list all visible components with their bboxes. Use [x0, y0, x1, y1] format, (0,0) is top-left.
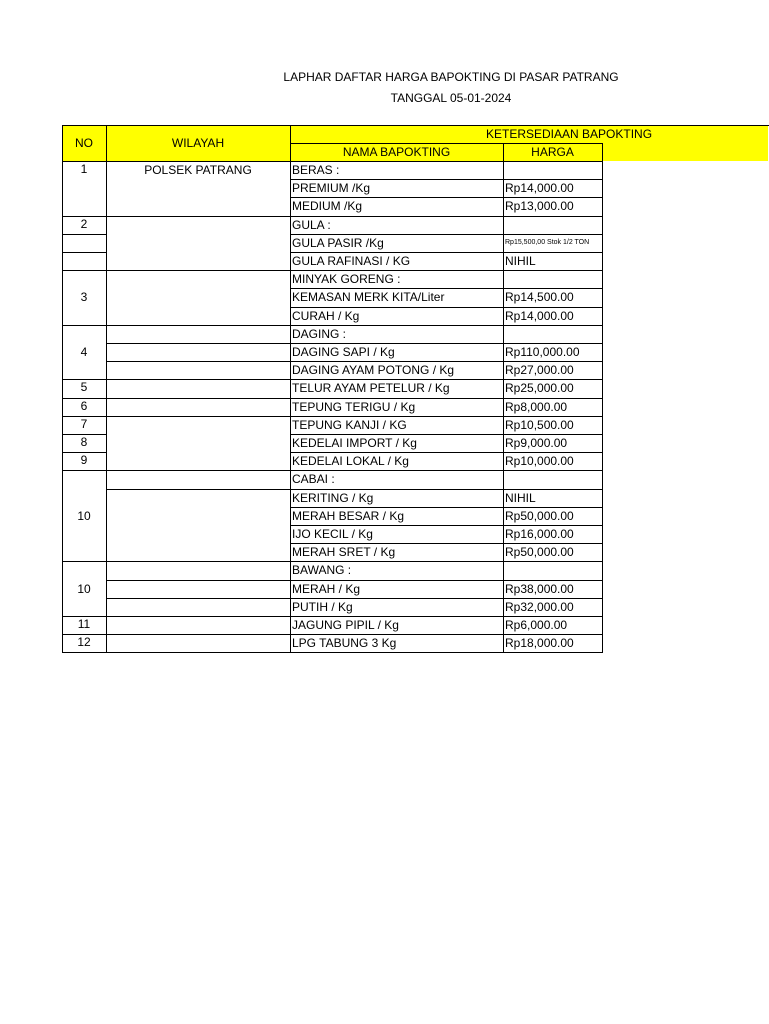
- price-cell: Rp110,000.00: [505, 345, 580, 359]
- grid-line-row: [290, 470, 603, 471]
- price-cell: [503, 161, 602, 179]
- grid-line-row: [290, 434, 603, 435]
- row-number: 12: [77, 635, 91, 650]
- grid-line-row: [290, 652, 603, 653]
- grid-line-right: [602, 143, 603, 653]
- price-cell: Rp25,000.00: [505, 381, 574, 396]
- grid-line-no: [62, 325, 107, 326]
- price-cell: Rp14,500.00: [505, 290, 574, 305]
- grid-line-top: [62, 125, 769, 126]
- item-cell: KEDELAI LOKAL / Kg: [292, 454, 409, 469]
- item-cell: CABAI :: [292, 472, 335, 487]
- row-number: 10: [77, 508, 91, 523]
- grid-line-no: [62, 452, 107, 453]
- grid-line-wilayah: [106, 216, 291, 217]
- grid-line-no: [62, 434, 107, 435]
- grid-line-row: [290, 616, 603, 617]
- grid-line-row: [290, 398, 603, 399]
- header-wilayah: WILAYAH: [171, 136, 225, 150]
- price-cell: NIHIL: [505, 254, 536, 268]
- grid-line-item-price: [503, 143, 504, 653]
- grid-line-wilayah: [106, 361, 291, 362]
- row-number: 7: [80, 416, 88, 431]
- price-cell: Rp32,000.00: [505, 599, 574, 614]
- grid-line-row: [290, 216, 603, 217]
- grid-line-no-wil: [106, 125, 107, 653]
- item-cell: JAGUNG PIPIL / Kg: [292, 618, 399, 632]
- item-cell: GULA RAFINASI / KG: [292, 254, 411, 268]
- grid-line-wilayah: [106, 489, 291, 490]
- grid-line-row: [290, 270, 603, 271]
- header-nama-bapokting: NAMA BAPOKTING: [342, 145, 451, 159]
- row-number: 3: [80, 290, 88, 305]
- price-cell: Rp15,500,00 Stok 1/2 TON: [505, 238, 590, 246]
- item-cell: MERAH BESAR / Kg: [292, 508, 405, 523]
- price-cell: Rp9,000.00: [505, 436, 568, 450]
- grid-line-row: [290, 325, 603, 326]
- grid-line-wilayah: [106, 598, 291, 599]
- grid-line-subheader: [290, 143, 603, 144]
- item-cell: TEPUNG KANJI / KG: [292, 417, 407, 432]
- price-cell: Rp10,500.00: [505, 417, 574, 432]
- row-number: 9: [80, 453, 88, 468]
- grid-line-no: [62, 470, 107, 471]
- grid-line-wilayah: [106, 470, 291, 471]
- price-cell: [503, 561, 602, 579]
- header-no: NO: [75, 136, 93, 150]
- grid-line-row: [290, 234, 603, 235]
- grid-line-no: [62, 270, 107, 271]
- row-number: 6: [80, 398, 88, 413]
- grid-line-no: [62, 234, 107, 235]
- grid-line-row: [290, 197, 603, 198]
- grid-line-wilayah: [106, 416, 291, 417]
- price-cell: Rp16,000.00: [505, 527, 574, 541]
- grid-line-no: [62, 379, 107, 380]
- price-cell: Rp38,000.00: [505, 581, 574, 596]
- grid-line-row: [290, 634, 603, 635]
- grid-line-no: [62, 561, 107, 562]
- grid-line-row: [290, 489, 603, 490]
- grid-line-wil-item: [290, 125, 291, 653]
- grid-line-wilayah: [106, 580, 291, 581]
- price-cell: Rp13,000.00: [505, 199, 574, 214]
- report-date: TANGGAL 05-01-2024: [390, 91, 512, 105]
- item-cell: PUTIH / Kg: [292, 599, 353, 614]
- grid-line-wilayah: [106, 343, 291, 344]
- price-cell: [503, 270, 602, 288]
- grid-line-no: [62, 216, 107, 217]
- grid-line-no: [62, 652, 107, 653]
- price-cell: Rp14,000.00: [505, 181, 574, 196]
- grid-line-header-bottom: [62, 161, 603, 162]
- item-cell: BERAS :: [292, 163, 340, 177]
- price-cell: Rp8,000.00: [505, 399, 568, 414]
- grid-line-wilayah: [106, 379, 291, 380]
- price-cell: NIHIL: [505, 490, 536, 505]
- grid-line-no: [62, 634, 107, 635]
- item-cell: MINYAK GORENG :: [292, 272, 401, 287]
- row-number: 1: [80, 162, 88, 176]
- item-cell: GULA PASIR /Kg: [292, 235, 384, 250]
- grid-line-wilayah: [106, 634, 291, 635]
- price-cell: Rp10,000.00: [505, 454, 574, 469]
- report-title: LAPHAR DAFTAR HARGA BAPOKTING DI PASAR PATRANG: [283, 70, 619, 84]
- price-cell: Rp50,000.00: [505, 545, 574, 560]
- header-ketersediaan: KETERSEDIAAN BAPOKTING: [486, 127, 653, 141]
- grid-line-row: [290, 361, 603, 362]
- item-cell: TEPUNG TERIGU / Kg: [292, 399, 416, 414]
- price-cell: Rp50,000.00: [505, 508, 574, 523]
- grid-line-row: [290, 598, 603, 599]
- price-cell: [503, 470, 602, 488]
- item-cell: MERAH / Kg: [292, 581, 361, 596]
- grid-line-row: [290, 307, 603, 308]
- item-cell: MEDIUM /Kg: [292, 199, 363, 214]
- item-cell: KEMASAN MERK KITA/Liter: [292, 290, 445, 305]
- header-harga: HARGA: [531, 145, 574, 159]
- price-cell: Rp27,000.00: [505, 363, 574, 378]
- item-cell: PREMIUM /Kg: [292, 181, 371, 196]
- row-number: 10: [77, 581, 91, 596]
- item-cell: GULA :: [292, 217, 331, 232]
- grid-line-row: [290, 252, 603, 253]
- row-number: 4: [80, 345, 88, 359]
- grid-line-wilayah: [106, 616, 291, 617]
- grid-line-row: [290, 452, 603, 453]
- row-number: 8: [80, 435, 88, 449]
- grid-line-left: [62, 125, 63, 653]
- item-cell: DAGING SAPI / Kg: [292, 345, 395, 359]
- grid-line-no: [62, 398, 107, 399]
- grid-line-row: [290, 561, 603, 562]
- price-cell: Rp6,000.00: [505, 618, 568, 632]
- grid-line-no: [62, 416, 107, 417]
- item-cell: MERAH SRET / Kg: [292, 545, 396, 560]
- grid-line-wilayah: [106, 652, 291, 653]
- grid-line-row: [290, 179, 603, 180]
- item-cell: DAGING AYAM POTONG / Kg: [292, 363, 455, 378]
- price-cell: Rp18,000.00: [505, 636, 574, 651]
- grid-line-row: [290, 543, 603, 544]
- item-cell: LPG TABUNG 3 Kg: [292, 636, 397, 651]
- price-cell: [503, 216, 602, 234]
- item-cell: IJO KECIL / Kg: [292, 527, 373, 541]
- grid-line-no: [62, 252, 107, 253]
- grid-line-row: [290, 343, 603, 344]
- item-cell: BAWANG :: [292, 563, 352, 578]
- grid-line-row: [290, 379, 603, 380]
- grid-line-row: [290, 507, 603, 508]
- item-cell: KEDELAI IMPORT / Kg: [292, 436, 417, 450]
- item-cell: DAGING :: [292, 326, 347, 341]
- grid-line-wilayah: [106, 561, 291, 562]
- row-number: 11: [77, 617, 91, 631]
- grid-line-no: [62, 616, 107, 617]
- grid-line-wilayah: [106, 398, 291, 399]
- grid-line-row: [290, 525, 603, 526]
- wilayah-cell: POLSEK PATRANG: [144, 163, 252, 177]
- item-cell: CURAH / Kg: [292, 308, 360, 323]
- grid-line-wilayah: [106, 325, 291, 326]
- price-cell: Rp14,000.00: [505, 308, 574, 323]
- item-cell: TELUR AYAM PETELUR / Kg: [292, 381, 450, 396]
- row-number: 2: [80, 216, 88, 231]
- grid-line-row: [290, 416, 603, 417]
- row-number: 5: [80, 380, 88, 395]
- price-cell: [503, 325, 602, 343]
- grid-line-wilayah: [106, 270, 291, 271]
- grid-line-row: [290, 288, 603, 289]
- item-cell: KERITING / Kg: [292, 490, 374, 505]
- grid-line-row: [290, 580, 603, 581]
